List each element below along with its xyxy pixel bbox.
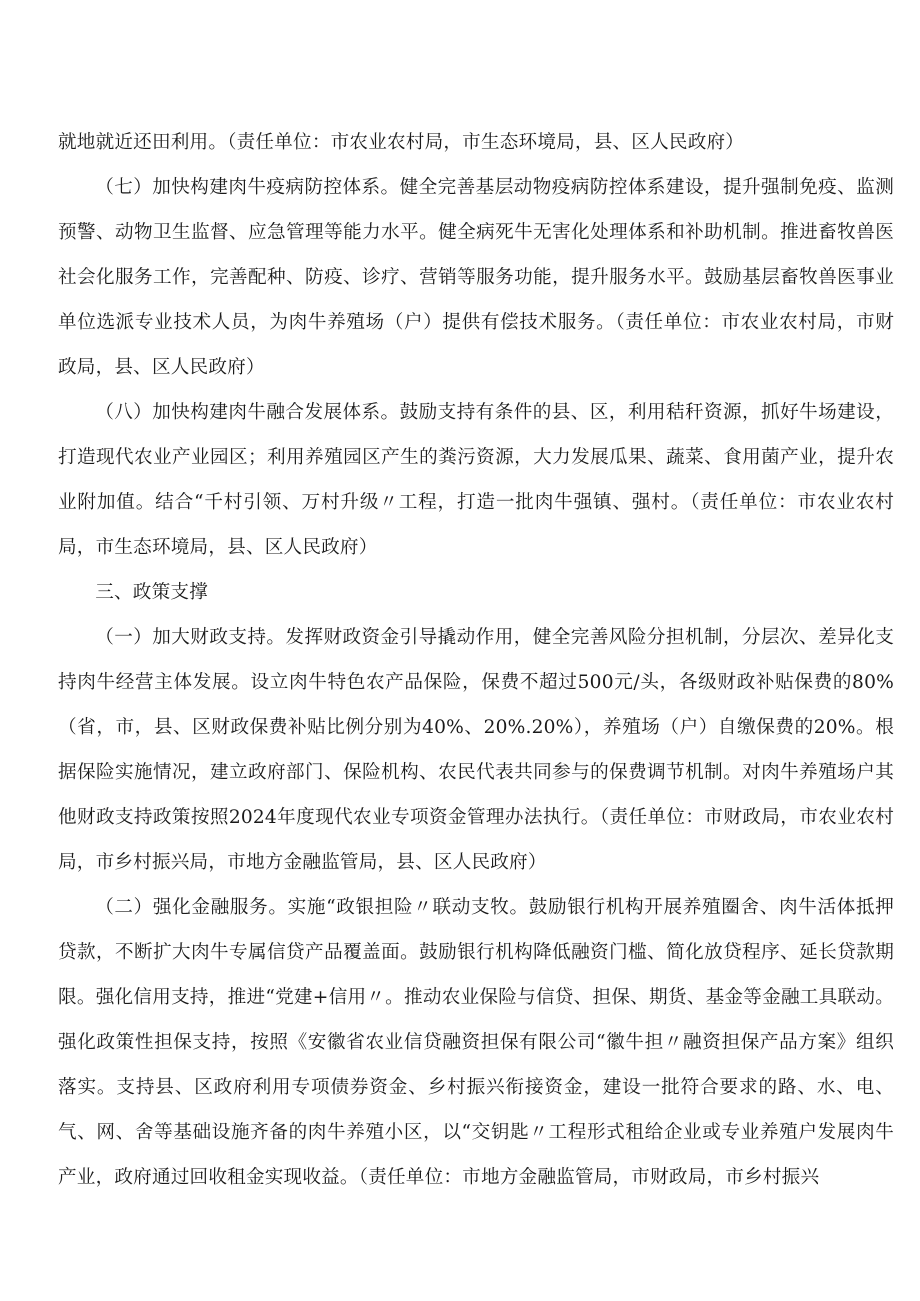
paragraph-section-8: （八）加快构建肉牛融合发展体系。鼓励支持有条件的县、区，利用秸秆资源，抓好牛场建设，打造现代农业产业园区；利用养殖园区产生的粪污资源，大力发展瓜果、蔬菜、食用菌产业，提升农业附加值。结合“千村引领、万村升级〃工程，打造一批肉牛强镇、强村。（责任单位：市农业农村局，市生态环境局，县、区人民政府） <box>58 402 894 558</box>
paragraph-financial-services: （二）强化金融服务。实施“政银担险〃联动支牧。鼓励银行机构开展养殖圈舍、肉牛活体抵押贷款，不断扩大肉牛专属信贷产品覆盖面。鼓励银行机构降低融资门槛、简化放贷程序、延长贷款期限。强化信用支持，推进“党建+信用〃。推动农业保险与信贷、担保、期货、基金等金融工具联动。强化政策性担保支持，按照《安徽省农业信贷融资担保有限公司“徽牛担〃融资担保产品方案》组织落实。支持县、区政府利用专项债券资金、乡村振兴衔接资金，建设一批符合要求的路、水、电、气、网、舍等基础设施齐备的肉牛养殖小区，以“交钥匙〃工程形式租给企业或专业养殖户发展肉牛产业，政府通过回收租金实现收益。（责任单位：市地方金融监管局，市财政局，市乡村振兴 <box>58 897 894 1188</box>
paragraph-continuation: 就地就近还田利用。（责任单位：市农业农村局，市生态环境局，县、区人民政府） <box>58 132 745 153</box>
document-body <box>58 120 894 1200</box>
section-heading-policy-support: 三、政策支撑 <box>95 582 208 603</box>
paragraph-fiscal-support: （一）加大财政支持。发挥财政资金引导撬动作用，健全完善风险分担机制，分层次、差异化支持肉牛经营主体发展。设立肉牛特色农产品保险，保费不超过500元/头，各级财政补贴保费的80%（省，市，县、区财政保费补贴比例分别为40%、20%.20%），养殖场（户）自缴保费的20%。根据保险实施情况，建立政府部门、保险机构、农民代表共同参与的保费调节机制。对肉牛养殖场户其他财政支持政策按照2024年度现代农业专项资金管理办法执行。（责任单位：市财政局，市农业农村局，市乡村振兴局，市地方金融监管局，县、区人民政府） <box>58 627 894 873</box>
paragraph-section-7: （七）加快构建肉牛疫病防控体系。健全完善基层动物疫病防控体系建设，提升强制免疫、监测预警、动物卫生监督、应急管理等能力水平。健全病死牛无害化处理体系和补助机制。推进畜牧兽医社会化服务工作，完善配种、防疫、诊疗、营销等服务功能，提升服务水平。鼓励基层畜牧兽医事业单位选派专业技术人员，为肉牛养殖场（户）提供有偿技术服务。（责任单位：市农业农村局，市财政局，县、区人民政府） <box>58 177 894 378</box>
